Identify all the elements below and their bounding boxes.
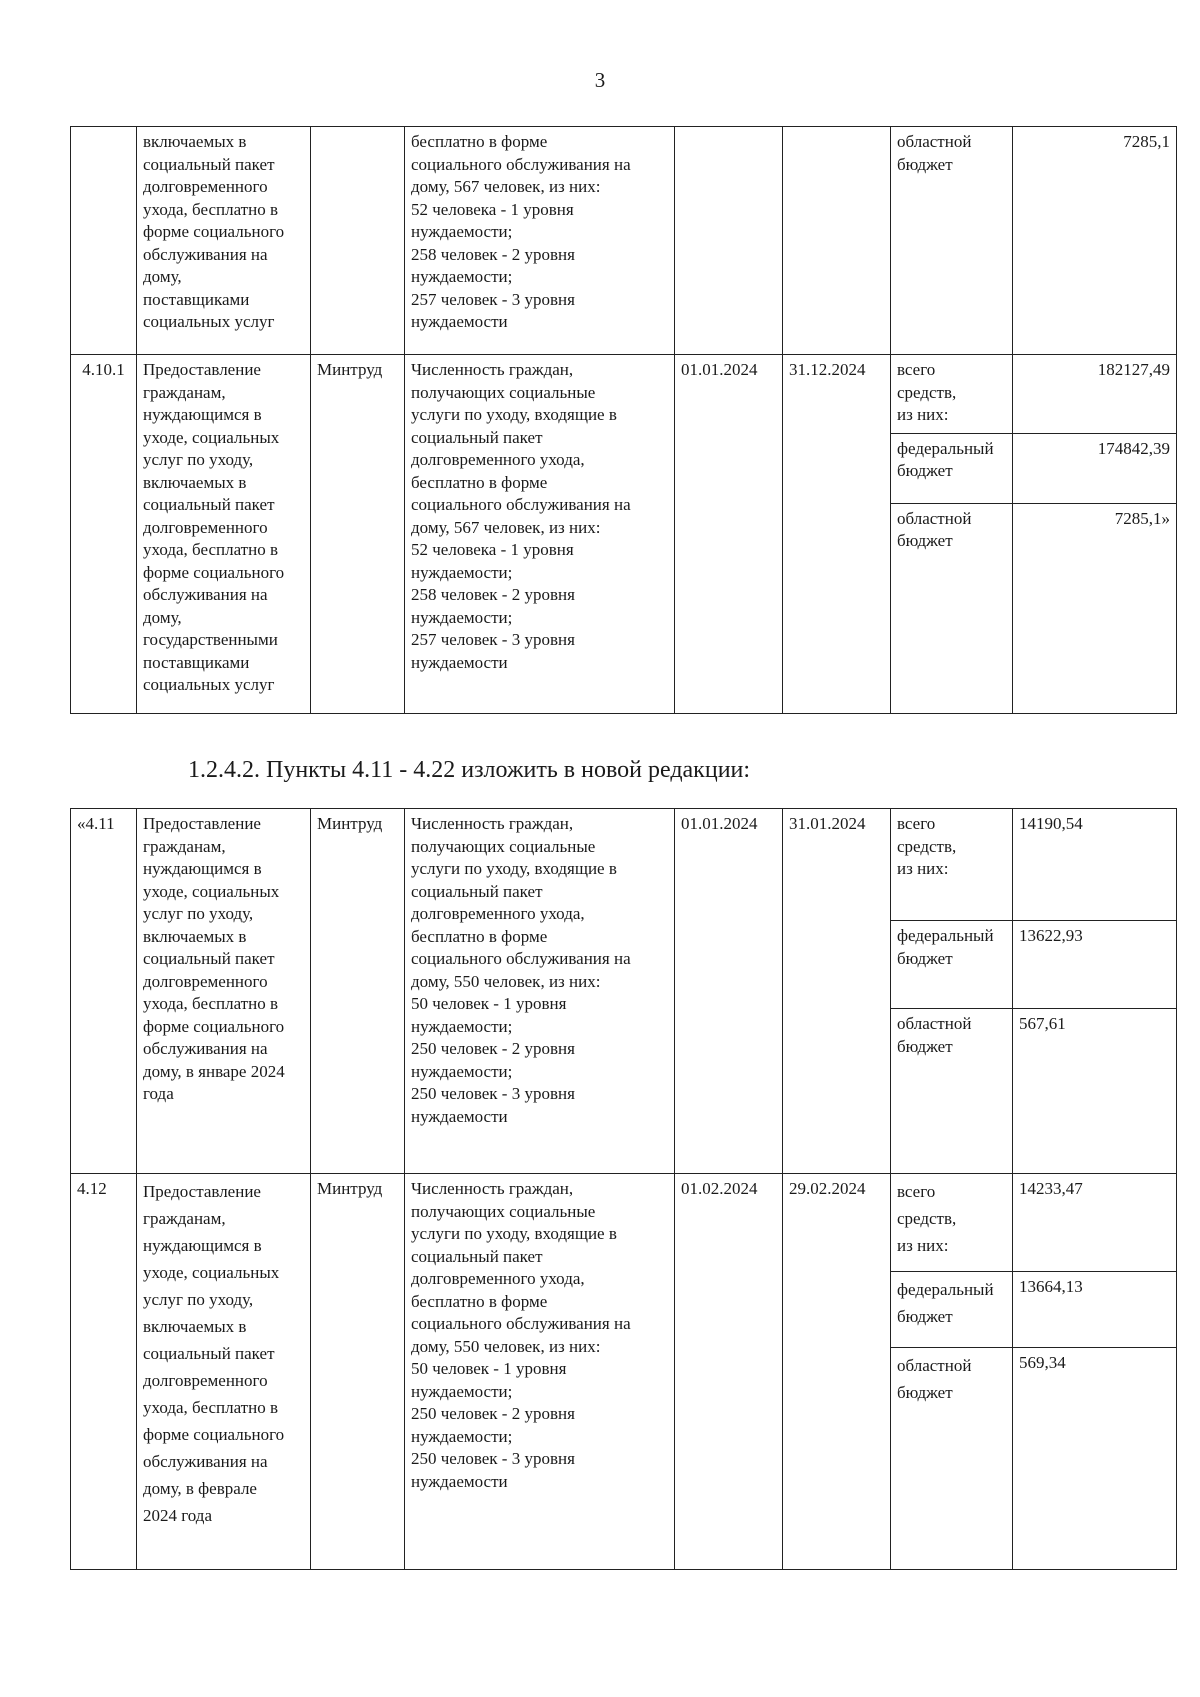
table-row-4-11 (71, 809, 1177, 921)
cell-funding-source: областной бюджет (891, 503, 1013, 713)
cell-name: включаемых в социальный пакет долговременного ухода, бесплатно в форме социального обслуживания на дому, поставщиками социальных услуг (137, 127, 311, 355)
table-row-continuation (71, 127, 1177, 355)
cell-funding-source: федеральный бюджет (891, 433, 1013, 503)
table-new-edition (70, 808, 1177, 1570)
cell-funding-source: всего средств, из них: (891, 1174, 1013, 1272)
cell-amount: 567,61 (1013, 1009, 1177, 1174)
cell-indicator: Численность граждан, получающих социальные услуги по уходу, входящие в социальный пакет долговременного ухода, бесплатно в форме социального обслуживания на дому, 550 человек, из них: 50 человек - 1 уровня нуждаемости; 250 человек - 2 уровня нуждаемости; 250 человек - 3 уровня нуждаемости (405, 809, 675, 1174)
cell-funding-source: всего средств, из них: (891, 809, 1013, 921)
cell-indicator: бесплатно в форме социального обслуживания на дому, 567 человек, из них: 52 человека - 1 уровня нуждаемости; 258 человек - 2 уровня нуждаемости; 257 человек - 3 уровня нуждаемости (405, 127, 675, 355)
cell-num: 4.12 (71, 1174, 137, 1570)
cell-funding-source: федеральный бюджет (891, 921, 1013, 1009)
cell-num (71, 127, 137, 355)
cell-funding-source: всего средств, из них: (891, 355, 1013, 434)
table-row-4-10-1 (71, 355, 1177, 434)
cell-start-date: 01.01.2024 (675, 809, 783, 1174)
cell-funding-source: федеральный бюджет (891, 1272, 1013, 1348)
cell-funding-source: областной бюджет (891, 127, 1013, 355)
cell-name: Предоставление гражданам, нуждающимся в уходе, социальных услуг по уходу, включаемых в социальный пакет долговременного ухода, бесплатно в форме социального обслуживания на дому, в январе 2024 года (137, 809, 311, 1174)
cell-num: 4.10.1 (71, 355, 137, 714)
cell-name: Предоставление гражданам, нуждающимся в уходе, социальных услуг по уходу, включаемых в социальный пакет долговременного ухода, бесплатно в форме социального обслуживания на дому, в феврале 2024 года (137, 1174, 311, 1570)
cell-amount: 13622,93 (1013, 921, 1177, 1009)
cell-executor: Минтруд (311, 809, 405, 1174)
cell-end-date: 31.12.2024 (783, 355, 891, 714)
table-previous-section (70, 126, 1177, 714)
section-heading: 1.2.4.2. Пункты 4.11 - 4.22 изложить в новой редакции: (188, 757, 751, 783)
cell-amount: 7285,1 (1013, 127, 1177, 355)
cell-amount: 14190,54 (1013, 809, 1177, 921)
cell-amount: 7285,1» (1013, 503, 1177, 713)
cell-amount: 13664,13 (1013, 1272, 1177, 1348)
cell-funding-source: областной бюджет (891, 1348, 1013, 1570)
cell-end-date: 31.01.2024 (783, 809, 891, 1174)
cell-end-date: 29.02.2024 (783, 1174, 891, 1570)
cell-executor: Минтруд (311, 1174, 405, 1570)
cell-funding-source: областной бюджет (891, 1009, 1013, 1174)
cell-amount: 182127,49 (1013, 355, 1177, 434)
cell-indicator: Численность граждан, получающих социальные услуги по уходу, входящие в социальный пакет долговременного ухода, бесплатно в форме социального обслуживания на дому, 550 человек, из них: 50 человек - 1 уровня нуждаемости; 250 человек - 2 уровня нуждаемости; 250 человек - 3 уровня нуждаемости (405, 1174, 675, 1570)
table-row-4-12 (71, 1174, 1177, 1272)
cell-amount: 14233,47 (1013, 1174, 1177, 1272)
cell-start-date (675, 127, 783, 355)
cell-executor (311, 127, 405, 355)
cell-end-date (783, 127, 891, 355)
cell-executor: Минтруд (311, 355, 405, 714)
cell-num: «4.11 (71, 809, 137, 1174)
cell-start-date: 01.02.2024 (675, 1174, 783, 1570)
cell-amount: 569,34 (1013, 1348, 1177, 1570)
cell-name: Предоставление гражданам, нуждающимся в уходе, социальных услуг по уходу, включаемых в социальный пакет долговременного ухода, бесплатно в форме социального обслуживания на дому, государственными поставщиками социальных услуг (137, 355, 311, 714)
page-number: 3 (594, 68, 606, 92)
cell-start-date: 01.01.2024 (675, 355, 783, 714)
cell-amount: 174842,39 (1013, 433, 1177, 503)
cell-indicator: Численность граждан, получающих социальные услуги по уходу, входящие в социальный пакет долговременного ухода, бесплатно в форме социального обслуживания на дому, 567 человек, из них: 52 человека - 1 уровня нуждаемости; 258 человек - 2 уровня нуждаемости; 257 человек - 3 уровня нуждаемости (405, 355, 675, 714)
